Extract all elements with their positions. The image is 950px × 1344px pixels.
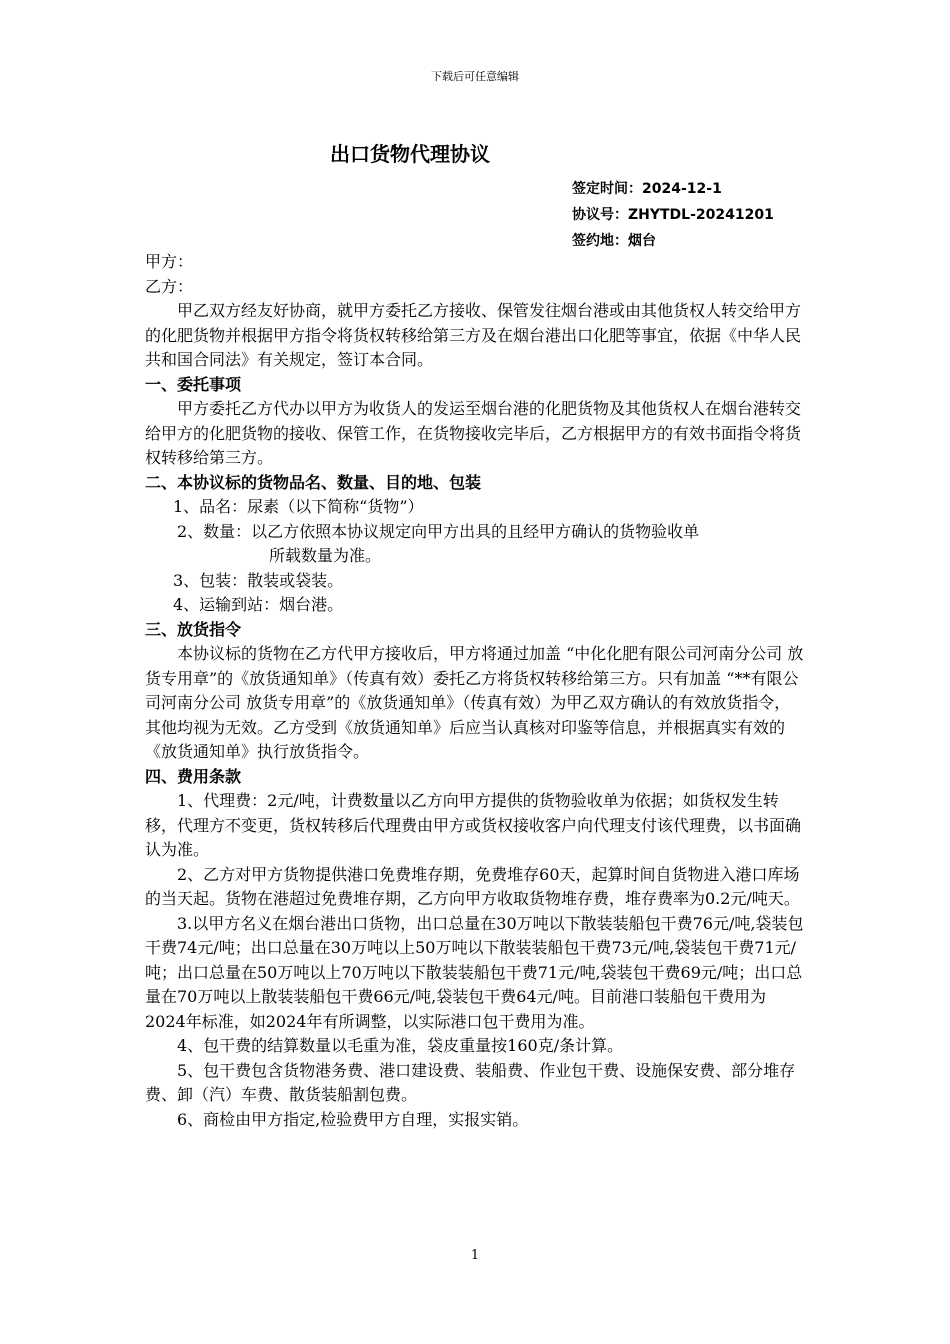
section-2-item-2-cont: 所载数量为准。 (269, 546, 382, 565)
section-4-p4: 4、包干费的结算数量以毛重为准，袋皮重量按160克/条计算。 (177, 1036, 624, 1055)
section-4-p2: 2、乙方对甲方货物提供港口免费堆存期，免费堆存60天，起算时间自货物进入港口库场的当天起。货物在港超过免费堆存期，乙方向甲方收取货物堆存费，堆存费率为0.2元/吨天。 (145, 864, 800, 908)
section-2-item-4: 4、运输到站：烟台港。 (173, 595, 344, 614)
section-1-heading: 一、委托事项 (145, 374, 242, 394)
section-4-p3: 3.以甲方名义在烟台港出口货物，出口总量在30万吨以下散装装船包干费76元/吨,袋装包干费74元/吨；出口总量在30万吨以上50万吨以下散装装船包干费73元/吨,袋装包干费71元/吨；出口总量在50万吨以上70万吨以下散装装船包干费71元/吨,袋装包干费69元/吨；出口总量在70万吨以上散装装船包干费66元/吨,袋装包干费64元/吨。目前港口装船包干费用为2024年标准，如2024年有所调整，以实际港口包干费用为准。 (145, 913, 804, 1031)
section-4-p1: 1、代理费：2元/吨，计费数量以乙方向甲方提供的货物验收单为依据；如货权发生转移，代理方不变更，货权转移后代理费由甲方或货权接收客户向代理支付该代理费，以书面确认为准。 (145, 791, 802, 859)
section-2-heading: 二、本协议标的货物品名、数量、目的地、包装 (145, 472, 482, 492)
sign-date: 签定时间：2024-12-1 (572, 181, 722, 197)
sign-place: 签约地：烟台 (572, 233, 656, 249)
page-number: 1 (470, 1248, 480, 1263)
party-b: 乙方： (145, 276, 194, 296)
section-4-p6: 6、商检由甲方指定,检验费甲方自理，实报实销。 (177, 1109, 529, 1129)
section-1-text: 甲方委托乙方代办以甲方为收货人的发运至烟台港的化肥货物及其他货权人在烟台港转交给甲方的化肥货物的接收、保管工作，在货物接收完毕后，乙方根据甲方的有效书面指令将货权转移给第三方。 (145, 399, 802, 467)
section-4-heading: 四、费用条款 (145, 766, 242, 786)
section-3-heading: 三、放货指令 (145, 619, 242, 639)
document-title: 出口货物代理协议 (330, 142, 490, 166)
section-2-item-1: 1、品名：尿素（以下简称“货物”） (173, 497, 424, 516)
section-2-item-2: 2、数量：以乙方依照本协议规定向甲方出具的且经甲方确认的货物验收单 (177, 521, 700, 541)
section-2-item-3: 3、包装：散装或袋装。 (173, 570, 344, 590)
agreement-number: 协议号：ZHYTDL-20241201 (572, 207, 774, 223)
section-3-text: 本协议标的货物在乙方代甲方接收后，甲方将通过加盖 “中化化肥有限公司河南分公司 放货专用章”的《放货通知单》（传真有效）委托乙方将货权转移给第三方。只有加盖 “**有限公司河南分公司 放货专用章”的《放货通知单》（传真有效）为甲乙双方确认的有效放货指令，其他均视为无效。乙方受到《放货通知单》后应当认真核对印鉴等信息，并根据真实有效的《放货通知单》执行放货指令。 (145, 644, 804, 761)
section-4-p5: 5、包干费包含货物港务费、港口建设费、装船费、作业包干费、设施保安费、部分堆存费、卸（汽）车费、散货装船割包费。 (145, 1060, 796, 1104)
intro-paragraph: 甲乙双方经友好协商，就甲方委托乙方接收、保管发往烟台港或由其他货权人转交给甲方的化肥货物并根据甲方指令将货权转移给第三方及在烟台港出口化肥等事宜，依据《中华人民共和国合同法》有关规定，签订本合同。 (145, 301, 802, 369)
header-note: 下载后可任意编辑 (431, 70, 519, 83)
document-body (145, 250, 805, 1132)
party-a: 甲方： (145, 252, 194, 271)
